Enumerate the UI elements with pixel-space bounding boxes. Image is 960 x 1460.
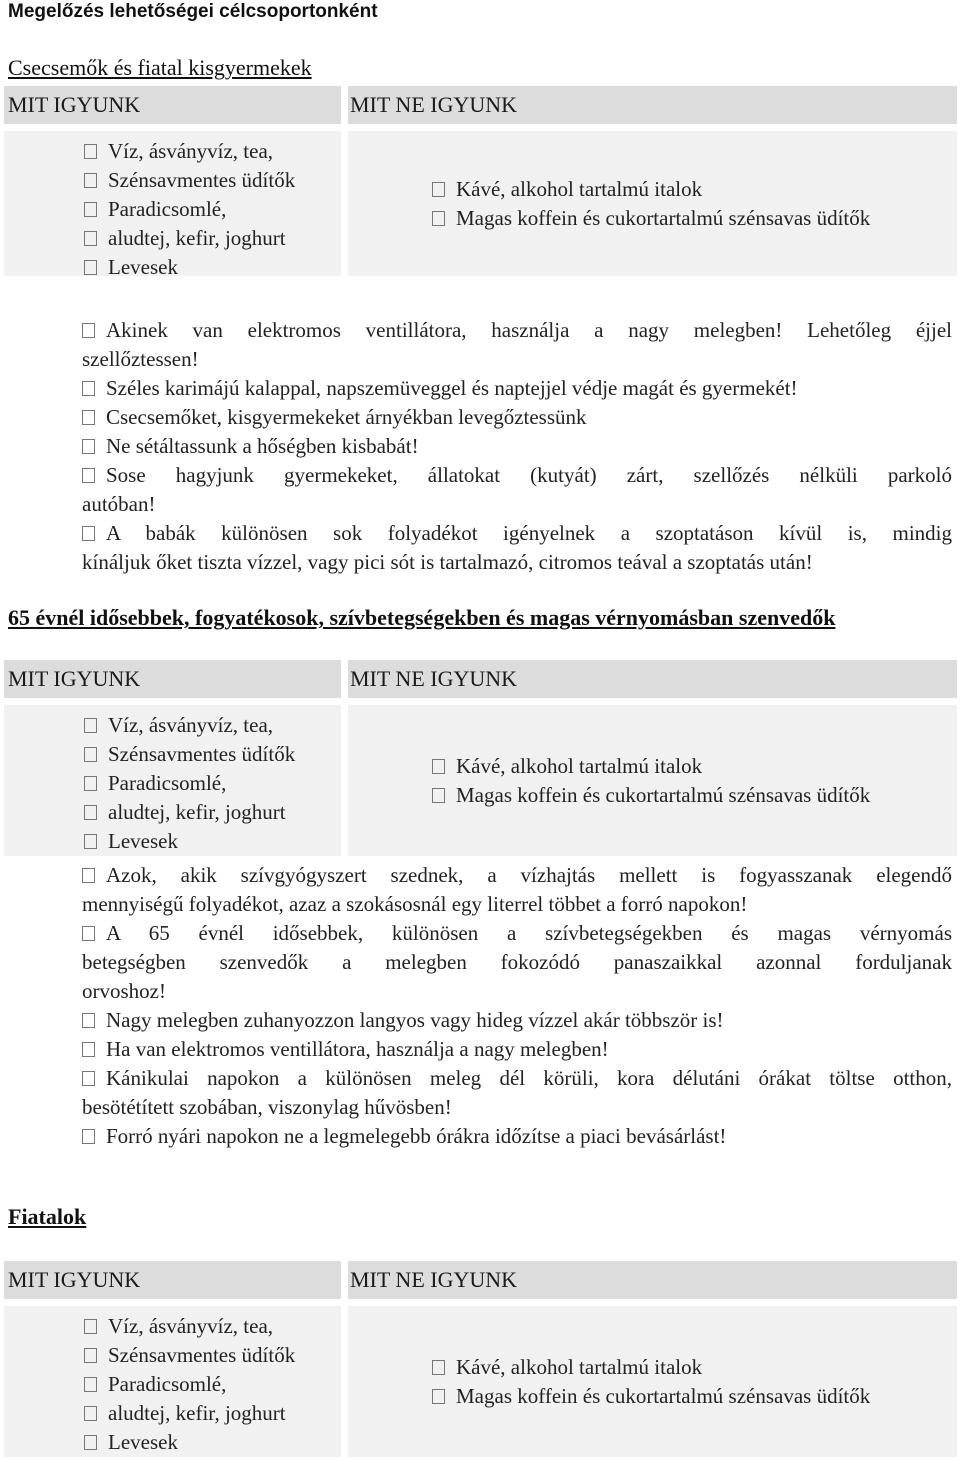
tip-paragraph: besötétített szobában, viszonylag hűvösben! [82,1095,452,1119]
checkbox-icon [84,747,97,762]
checkbox-icon [82,468,95,483]
checkbox-icon [82,1129,95,1144]
list-item: Magas koffein és cukortartalmú szénsavas üdítők [432,1382,957,1411]
list-item: aludtej, kefir, joghurt [84,798,341,827]
checkbox-icon [432,788,445,803]
tip-paragraph: orvoshoz! [82,979,166,1003]
checkbox-icon [84,231,97,246]
tip-paragraph: Csecsemőket, kisgyermekeket árnyékban levegőztessünk [82,403,952,432]
column-header-dont: MIT NE IGYUNK [348,1261,957,1299]
checkbox-icon [82,868,95,883]
tip-paragraph: A babák különösen sok folyadékot igényelnek a szoptatáson kívül is, mindig [82,519,952,548]
tip-paragraph: Kánikulai napokon a különösen meleg dél körüli, kora délutáni órákat töltse otthon, [82,1064,952,1093]
checkbox-icon [84,834,97,849]
checkbox-icon [82,323,95,338]
checkbox-icon [82,526,95,541]
list-item: Szénsavmentes üdítők [84,1341,341,1370]
drinks-table-elderly [4,660,957,856]
column-header-do: MIT IGYUNK [4,86,341,124]
checkbox-icon [84,1377,97,1392]
section-heading-infants: Csecsemők és fiatal kisgyermekek [8,55,312,80]
checkbox-icon [82,926,95,941]
list-item: Levesek [84,1428,341,1457]
list-item: Víz, ásványvíz, tea, [84,711,341,740]
tip-paragraph: autóban! [82,492,156,516]
checkbox-icon [84,1435,97,1450]
checkbox-icon [432,182,445,197]
checkbox-icon [84,173,97,188]
tip-paragraph: szellőztessen! [82,347,199,371]
checkbox-icon [82,1013,95,1028]
list-item: Levesek [84,827,341,856]
checkbox-icon [84,718,97,733]
drinks-table-youth [4,1261,957,1457]
list-item: Paradicsomlé, [84,769,341,798]
checkbox-icon [432,211,445,226]
list-item: Szénsavmentes üdítők [84,166,341,195]
list-item: Víz, ásványvíz, tea, [84,1312,341,1341]
tip-paragraph: Akinek van elektromos ventillátora, használja a nagy melegben! Lehetőleg éjjel [82,316,952,345]
column-header-do: MIT IGYUNK [4,1261,341,1299]
section-heading-elderly: 65 évnél idősebbek, fogyatékosok, szívbetegségekben és magas vérnyomásban szenvedők [8,605,836,630]
list-item: Víz, ásványvíz, tea, [84,137,341,166]
column-header-dont: MIT NE IGYUNK [348,660,957,698]
checkbox-icon [84,202,97,217]
tip-paragraph: Széles karimájú kalappal, napszemüveggel és naptejjel védje magát és gyermekét! [82,374,952,403]
tip-paragraph: Ne sétáltassunk a hőségben kisbabát! [82,432,952,461]
list-item: Paradicsomlé, [84,1370,341,1399]
checkbox-icon [82,439,95,454]
checkbox-icon [84,260,97,275]
tip-paragraph: mennyiségű folyadékot, azaz a szokásosnál egy literrel többet a forró napokon! [82,892,748,916]
checkbox-icon [82,1071,95,1086]
drinks-table-infants [4,86,957,279]
column-header-dont: MIT NE IGYUNK [348,86,957,124]
tip-paragraph: Nagy melegben zuhanyozzon langyos vagy hideg vízzel akár többször is! [82,1006,952,1035]
checkbox-icon [84,776,97,791]
section-heading-youth: Fiatalok [8,1204,87,1229]
checkbox-icon [84,1406,97,1421]
page-title: Megelőzés lehetőségei célcsoportonként [8,1,378,22]
checkbox-icon [82,410,95,425]
list-item: Szénsavmentes üdítők [84,740,341,769]
checkbox-icon [84,1348,97,1363]
checkbox-icon [82,381,95,396]
list-item: Paradicsomlé, [84,195,341,224]
checkbox-icon [432,759,445,774]
list-item: Levesek [84,253,341,282]
checkbox-icon [84,1319,97,1334]
list-item: Kávé, alkohol tartalmú italok [432,1353,957,1382]
list-item: Kávé, alkohol tartalmú italok [432,752,957,781]
tip-paragraph: Forró nyári napokon ne a legmelegebb órákra időzítse a piaci bevásárlást! [82,1122,952,1151]
list-item: Magas koffein és cukortartalmú szénsavas üdítők [432,781,957,810]
tip-paragraph: A 65 évnél idősebbek, különösen a szívbetegségekben és magas vérnyomás [82,919,952,948]
checkbox-icon [84,805,97,820]
list-item: Magas koffein és cukortartalmú szénsavas üdítők [432,204,957,233]
tip-paragraph: betegségben szenvedők a melegben fokozódó panaszaikkal azonnal forduljanak [82,950,952,974]
tip-paragraph: Azok, akik szívgyógyszert szednek, a vízhajtás mellett is fogyasszanak elegendő [82,861,952,890]
list-item: aludtej, kefir, joghurt [84,1399,341,1428]
list-item: aludtej, kefir, joghurt [84,224,341,253]
checkbox-icon [84,144,97,159]
tip-paragraph: Sose hagyjunk gyermekeket, állatokat (kutyát) zárt, szellőzés nélküli parkoló [82,461,952,490]
tip-paragraph: kínáljuk őket tiszta vízzel, vagy pici sót is tartalmazó, citromos teával a szoptatás után! [82,550,813,574]
list-item: Kávé, alkohol tartalmú italok [432,175,957,204]
checkbox-icon [432,1389,445,1404]
checkbox-icon [82,1042,95,1057]
column-header-do: MIT IGYUNK [4,660,341,698]
tip-paragraph: Ha van elektromos ventillátora, használja a nagy melegben! [82,1035,952,1064]
checkbox-icon [432,1360,445,1375]
